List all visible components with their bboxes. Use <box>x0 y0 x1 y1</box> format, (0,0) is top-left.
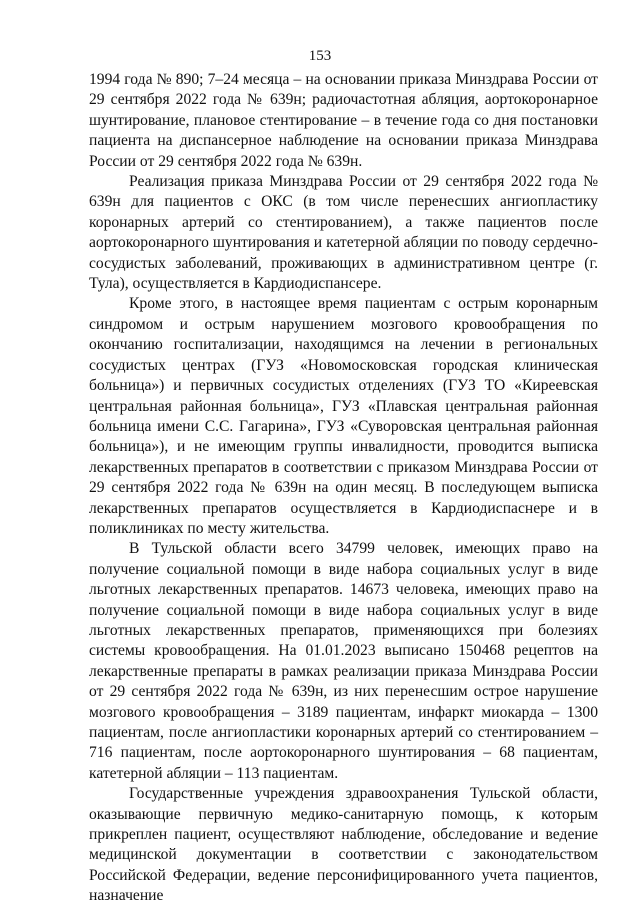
paragraph-drug-statistics: В Тульской области всего 34799 человек, имеющих право на получение социальной помощи в виде набора социальных услуг в виде льготных лекарственных препаратов. 14673 человека, имеющих право на получение социальной помощи в виде набора социальных услуг в виде льготных лекарственных препаратов, применяющихся при болезиях системы кровообращения. На 01.01.2023 выписано 150468 рецептов на лекарственные препараты в рамках реализации приказа Минздрава России от 29 сентября 2022 года № 639н, из них перенесшим острое нарушение мозгового кровообращения – 3189 пациентам, инфаркт миокарда – 1300 пациентам, после ангиопластики коронарных артерий со стентированием – 716 пациентам, после аортокоронарного шунтирования – 68 пациентам, катетерной абляции – 113 пациентам. <box>89 540 598 782</box>
paragraph-hospital-discharge: Кроме этого, в настоящее время пациентам с острым коронарным синдромом и острым нарушением мозгового кровообращения по окончанию госпитализации, находящимся на лечении в региональных сосудистых центрах (ГУЗ «Новомосковская городская клиническая больница») и первичных сосудистых отделениях (ГУЗ ТО «Киреевская центральная районная больница», ГУЗ «Плавская центральная районная больница имени С.С. Гагарина», ГУЗ «Суворовская центральная районная больница»), и не имеющим группы инвалидности, проводится выписка лекарственных препаратов в соответствии с приказом Минздрава России от 29 сентября 2022 года № 639н на один месяц. В последующем выписка лекарственных препаратов осуществляется в Кардиодиспаснере и в поликлиниках по месту жительства. <box>89 295 598 537</box>
document-body <box>89 70 598 907</box>
paragraph-continuation: 1994 года № 890; 7–24 месяца – на основании приказа Минздрава России от 29 сентября 2022 года № 639н; радиочастотная абляция, аортокоронарное шунтирование, плановое стентирование – в течение года со дня постановки пациента на диспансерное наблюдение на основании приказа Минздрава России от 29 сентября 2022 года № 639н. <box>89 71 598 170</box>
paragraph-state-institutions: Государственные учреждения здравоохранения Тульской области, оказывающие первичную медико-санитарную помощь, к которым прикреплен пациент, осуществляют наблюдение, обследование и ведение медицинской документации в соответствии с законодательством Российской Федерации, ведение персонифицированного учета пациентов, назначение <box>89 785 598 905</box>
paragraph-order-implementation: Реализация приказа Минздрава России от 29 сентября 2022 года № 639н для пациентов с ОКС (в том числе перенесших ангиопластику коронарных артерий со стентированием), а также пациентов после аортокоронарного шунтирования и катетерной абляции по поводу сердечно-сосудистых заболеваний, проживающих в административном центре (г. Тула), осуществляется в Кардиодиспансере. <box>89 173 598 293</box>
page-number: 153 <box>308 48 332 64</box>
